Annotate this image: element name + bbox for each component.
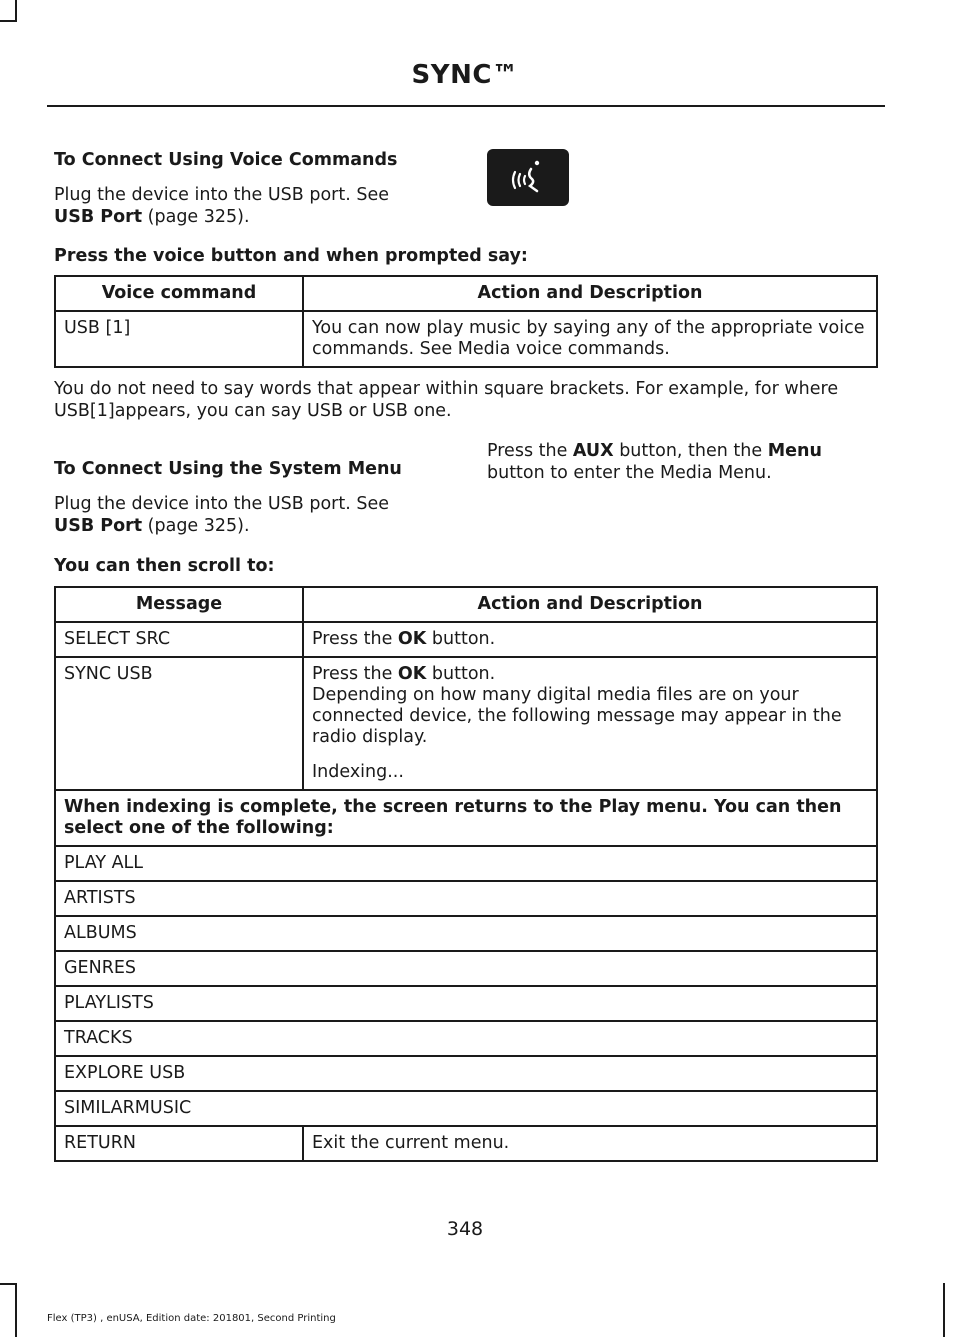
description-cell: Press the OK button. Depending on how many digital media files are on your connected device, the following message may appear in the radio display. Indexing... [303,657,877,790]
crop-mark [0,20,17,22]
table-row [55,881,877,916]
crop-mark [943,1283,945,1337]
message-cell: SELECT SRC [55,622,303,657]
scroll-heading: You can then scroll to: [54,556,275,576]
aux-menu-instruction: Press the AUX button, then the Menu button to enter the Media Menu. [487,441,822,483]
table-row [55,311,877,367]
crop-mark [0,1283,17,1285]
indexing-message: Indexing... [312,762,404,782]
table-row [55,986,877,1021]
menu-button-label: Menu [767,441,822,461]
plug-instruction-2: Plug the device into the USB port. See USB Port (page 325). [54,494,389,536]
voice-command-cell: USB [1] [55,311,303,367]
crop-mark [15,1283,17,1337]
voice-button-image [487,149,569,206]
description-cell: Exit the current menu. [303,1126,877,1161]
menu-option: GENRES [55,951,877,986]
table-row [55,916,877,951]
menu-option: ARTISTS [55,881,877,916]
table-row [55,790,877,846]
voice-prompt-heading: Press the voice button and when prompted say: [54,246,528,266]
usb-port-link[interactable]: USB Port [54,516,143,536]
media-menu-table [54,586,878,1162]
header-rule [47,105,885,107]
plug-instruction-1: Plug the device into the USB port. See USB Port (page 325). [54,185,389,227]
column-header: Action and Description [303,276,877,311]
menu-option: PLAY ALL [55,846,877,881]
edition-footer: Flex (TP3) , enUSA, Edition date: 201801, Second Printing [47,1313,336,1324]
column-header: Action and Description [303,587,877,622]
menu-option: ALBUMS [55,916,877,951]
table-row [55,1126,877,1161]
table-header-row [55,587,877,622]
menu-option: TRACKS [55,1021,877,1056]
menu-option: SIMILARMUSIC [55,1091,877,1126]
usb-port-link[interactable]: USB Port [54,207,143,227]
table-row [55,1091,877,1126]
table-row [55,846,877,881]
square-bracket-note: You do not need to say words that appear within square brackets. For example, for where USB[1]appears, you can say USB or USB one. [54,379,839,421]
indexing-complete-note: When indexing is complete, the screen returns to the Play menu. You can then select one of the following: [55,790,877,846]
voice-command-icon [487,149,569,206]
table-row [55,622,877,657]
table-row [55,1021,877,1056]
column-header: Voice command [55,276,303,311]
description-cell: Press the OK button. [303,622,877,657]
table-row [55,951,877,986]
section-heading-voice: To Connect Using Voice Commands [54,150,398,170]
page-number: 348 [446,1218,484,1240]
message-cell: SYNC USB [55,657,303,790]
section-heading-system-menu: To Connect Using the System Menu [54,459,402,479]
voice-command-table [54,275,878,368]
description-cell: You can now play music by saying any of the appropriate voice commands. See Media voice commands. [303,311,877,367]
menu-option: EXPLORE USB [55,1056,877,1091]
column-header: Message [55,587,303,622]
message-cell: RETURN [55,1126,303,1161]
menu-option: PLAYLISTS [55,986,877,1021]
page-header-title: SYNC™ [411,60,519,90]
table-header-row [55,276,877,311]
crop-mark [15,0,17,22]
aux-button-label: AUX [572,441,614,461]
table-row [55,657,877,790]
table-row [55,1056,877,1091]
